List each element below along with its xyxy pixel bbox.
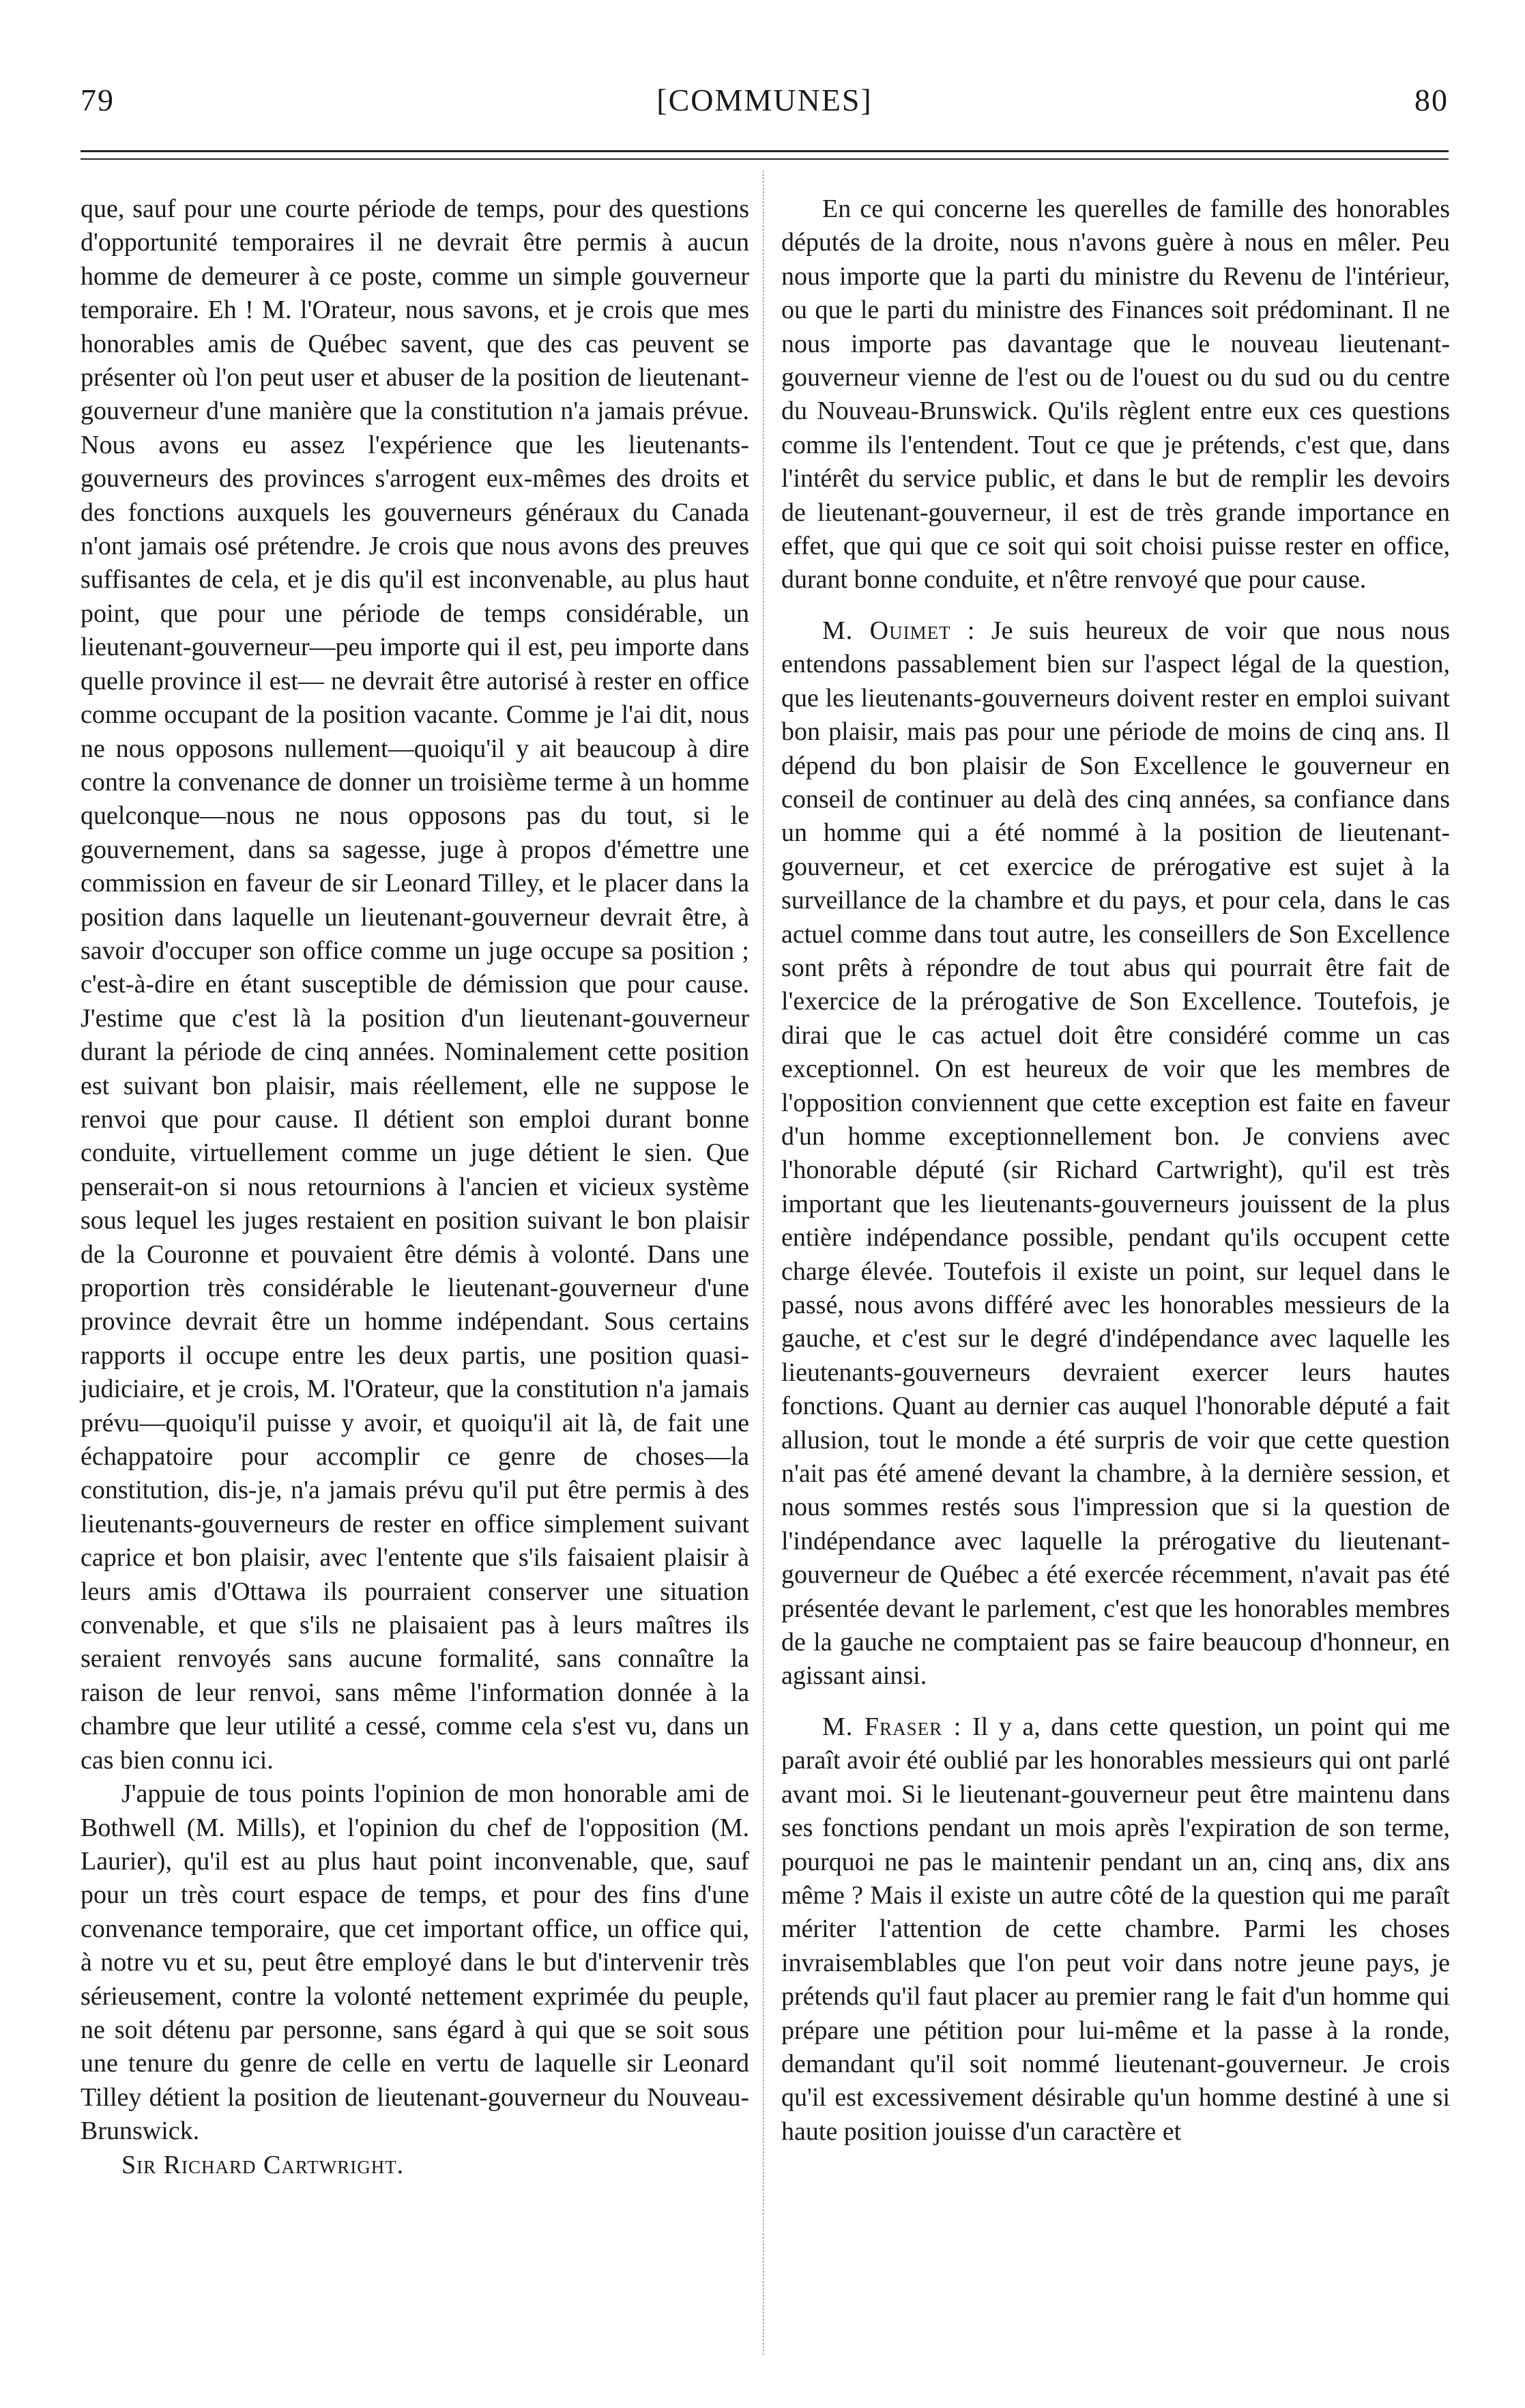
- fraser-speech: [781, 1710, 1450, 2149]
- column-divider: [763, 171, 764, 2355]
- running-title: [COMMUNES]: [656, 83, 873, 117]
- speaker-signature: Sir Richard Cartwright.: [121, 2150, 405, 2179]
- right-column: [781, 192, 1450, 2149]
- ouimet-text: Je suis heureux de voir que nous nous entendons passablement bien sur l'aspect légal de la question, que les lieutenants-gouverneurs doivent rester en emploi suivant bon plaisir, mais pas pour une période de moins de cinq ans. Il dépend du bon plaisir de Son Excellence le gouverneur en conseil de continuer au delà des cinq années, sa confiance dans un homme qui a été nommé à la position de lieutenant-gouverneur, et cet exercice de prérogative est sujet à la surveillance de la chambre et du pays, et pour cela, dans le cas actuel comme dans tout autre, les conseillers de Son Excellence sont prêts à répondre de tout abus qui pourrait être fait de l'exercice de la prérogative de Son Excellence. Toutefois, je dirai que le cas actuel doit être considéré comme un cas exceptionnel. On est heureux de voir que les membres de l'opposition conviennent que cette exception est faite en faveur d'un homme exceptionnellement bon. Je conviens avec l'honorable député (sir Richard Cartwright), qu'il est très important que les lieutenants-gouverneurs jouissent de la plus entière indépendance possible, pendant qu'ils occupent cette charge élevée. Toutefois il existe un point, sur lequel dans le passé, nous avons différé avec les honorables messieurs de la gauche, et c'est sur le degré d'indépendance avec laquelle les lieutenants-gouverneurs devraient exercer leurs hautes fonctions. Quant au dernier cas auquel l'honorable député a fait allusion, tout le monde a été surpris de voir que cette question n'ait pas été amené devant la chambre, à la dernière session, et nous sommes restés sous l'impression que si la question de l'indépendance avec laquelle la prérogative du lieutenant-gouverneur de Québec a été exercée récemment, n'avait pas été présentée devant le parlement, c'est que les honorables membres de la gauche ne comptaient pas se faire beaucoup d'honneur, en agissant ainsi.: [781, 616, 1450, 1691]
- speaker-ouimet: M. Ouimet :: [822, 616, 976, 645]
- header-rule-thin: [81, 158, 1449, 160]
- left-column: [81, 192, 749, 2182]
- page-number-left: 79: [81, 83, 115, 117]
- speaker-fraser: M. Fraser :: [822, 1712, 962, 1741]
- header-rule-thick: [81, 150, 1449, 152]
- page-header: [81, 68, 1449, 130]
- fraser-text: Il y a, dans cette question, un point qui me paraît avoir été oublié par les honorables messieurs qui ont parlé avant moi. Si le lieutenant-gouverneur peut être maintenu dans ses fonctions pendant un mois après l'expiration de son terme, pourquoi ne pas le maintenir pendant un an, cinq ans, dix ans même ? Mais il existe un autre côté de la question qui me paraît mériter l'attention de cette chambre. Parmi les choses invraisemblables que l'on peut voir dans notre jeune pays, je prétends qu'il faut placer au premier rang le fait d'un homme qui prépare une pétition pour lui-même et la passe à la ronde, demandant qu'il soit nommé lieutenant-gouverneur. Je crois qu'il est excessivement désirable qu'un homme destiné à une si haute position jouisse d'un caractère et: [781, 1712, 1451, 2146]
- left-paragraph-2: J'appuie de tous points l'opinion de mon honorable ami de Bothwell (M. Mills), et l'opinion du chef de l'opposition (M. Laurier), qu'il est au plus haut point inconvenable, que, sauf pour un très court espace de temps, et pour des fins d'une convenance temporaire, que cet important office, un office qui, à notre vu et su, peut être employé dans le but d'intervenir très sérieusement, contre la volonté nettement exprimée du peuple, ne soit détenu par personne, sans égard à qui que se soit sous une tenure du genre de celle en vertu de laquelle sir Leonard Tilley détient la position de lieutenant-gouverneur du Nouveau-Brunswick.: [81, 1779, 749, 2146]
- left-paragraph-1: que, sauf pour une courte période de temps, pour des questions d'opportunité temporaires il ne devrait être permis à aucun homme de demeurer à ce poste, comme un simple gouverneur temporaire. Eh ! M. l'Orateur, nous savons, et je crois que mes honorables amis de Québec savent, que des cas peuvent se présenter où l'on peut user et abuser de la position de lieutenant-gouverneur d'une manière que la constitution n'a jamais prévue. Nous avons eu assez l'expérience que les lieutenants-gouverneurs des provinces s'arrogent eux-mêmes des droits et des fonctions auxquels les gouverneurs généraux du Canada n'ont jamais osé prétendre. Je crois que nous avons des preuves suffisantes de cela, et je dis qu'il est inconvenable, au plus haut point, que pour une période de temps considérable, un lieutenant-gouverneur—peu importe qui il est, peu importe dans quelle province il est— ne devrait être autorisé à rester en office comme occupant de la position vacante. Comme je l'ai dit, nous ne nous opposons nullement—quoiqu'il y ait beaucoup à dire contre la convenance de donner un troisième terme à un homme quelconque—nous ne nous opposons pas du tout, si le gouvernement, dans sa sagesse, juge à propos d'émettre une commission en faveur de sir Leonard Tilley, et le placer dans la position dans laquelle un lieutenant-gouverneur devrait être, à savoir d'occuper son office comme un juge occupe sa position ; c'est-à-dire en étant susceptible de démission que pour cause. J'estime que c'est là la position d'un lieutenant-gouverneur durant la période de cinq années. Nominalement cette position est suivant bon plaisir, mais réellement, elle ne suppose le renvoi que pour cause. Il détient son emploi durant bonne conduite, virtuellement comme un juge détient le sien. Que penserait-on si nous retournions à l'ancien et vicieux système sous lequel les juges restaient en position suivant le bon plaisir de la Couronne et pouvaient être démis à volonté. Dans une proportion très considérable le lieutenant-gouverneur d'une province devrait être un homme indépendant. Sous certains rapports il occupe entre les deux partis, une position quasi-judiciaire, et je crois, M. l'Orateur, que la constitution n'a jamais prévu—quoiqu'il puisse y avoir, et quoiqu'il ait là, de fait une échappatoire pour accomplir ce genre de choses—la constitution, dis-je, n'a jamais prévu qu'il put être permis à des lieutenants-gouverneurs de rester en office simplement suivant caprice et bon plaisir, avec l'entente que s'ils faisaient plaisir à leurs amis d'Ottawa ils pourraient conserver une situation convenable, et que s'ils ne plaisaient pas à leurs maîtres ils seraient renvoyés sans aucune formalité, sans connaître la raison de leur renvoi, sans même l'information donnée à la chambre que leur utilité a cessé, comme cela s'est vu, dans un cas bien connu ici.: [81, 195, 749, 1775]
- right-paragraph-1: En ce qui concerne les querelles de famille des honorables députés de la droite, nous n'avons guère à nous en mêler. Peu nous importe que la parti du ministre du Revenu de l'intérieur, ou que le parti du ministre des Finances soit prédominant. Il ne nous importe pas davantage que le nouveau lieutenant-gouverneur vienne de l'est ou de l'ouest ou du sud ou du centre du Nouveau-Brunswick. Qu'ils règlent entre eux ces questions comme ils l'entendent. Tout ce que je prétends, c'est que, dans l'intérêt du service public, et dans le but de remplir les devoirs de lieutenant-gouverneur, il est de très grande importance en effet, que qui que ce soit qui soit choisi puisse rester en office, durant bonne conduite, et n'être renvoyé que pour cause.: [781, 195, 1450, 594]
- ouimet-speech: [781, 614, 1450, 1693]
- page-number-right: 80: [1414, 83, 1449, 117]
